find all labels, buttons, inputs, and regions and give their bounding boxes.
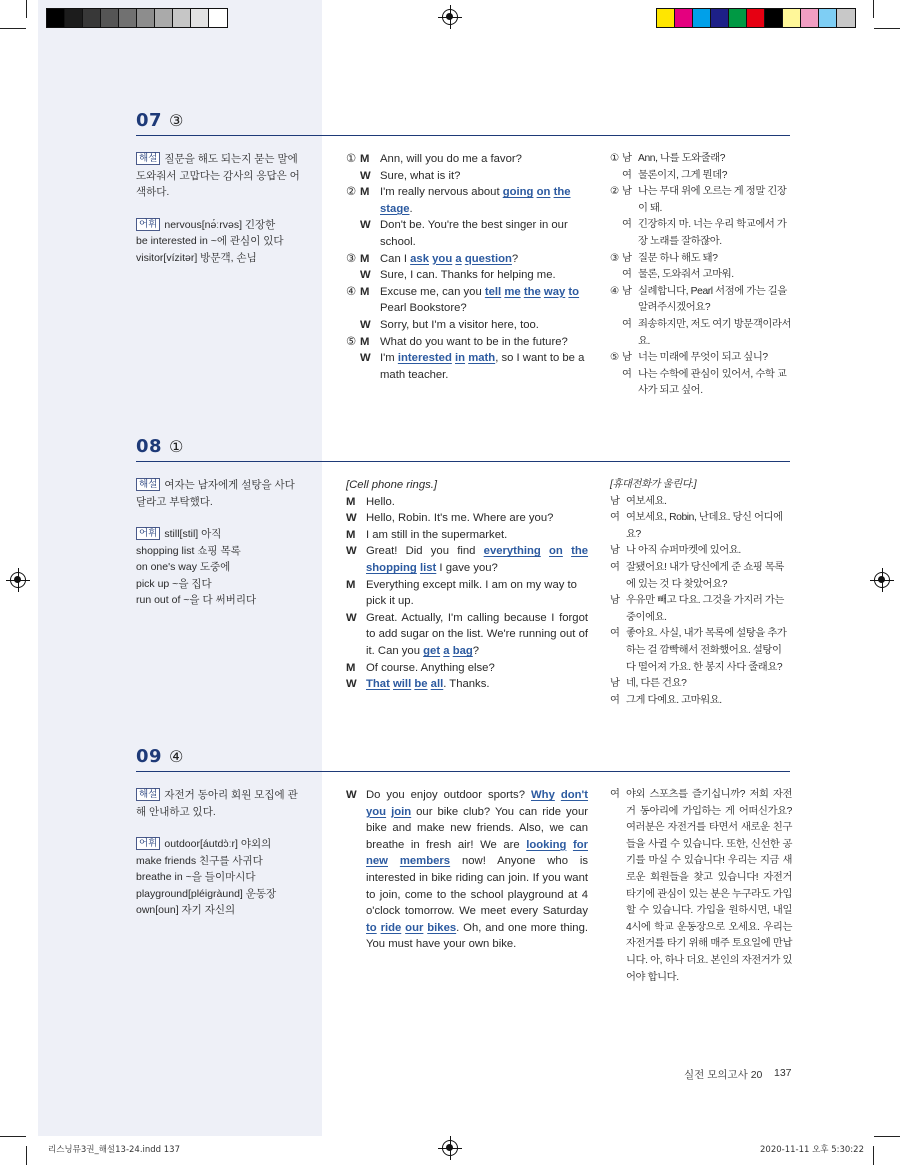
choice-number: ④ <box>346 285 357 298</box>
blank-answer: interested <box>397 352 452 365</box>
line-text: Sure, what is it? <box>380 169 461 182</box>
gray-swatch <box>191 9 209 27</box>
choice-number <box>610 367 622 400</box>
registration-line-right <box>882 568 883 592</box>
slug-file-name: 리스닝뮤3권_해설13-24.indd 137 <box>48 1145 181 1155</box>
color-swatch <box>837 9 855 27</box>
translation-line <box>610 626 792 676</box>
line-text: 그게 다예요. 고마워요. <box>626 694 722 706</box>
line-text: 여보세요, Robin, 난데요. 당신 어디에요? <box>626 512 783 540</box>
blank-answer: looking <box>526 838 567 851</box>
blank-answer: ride <box>380 921 402 934</box>
section-08-header <box>136 432 790 462</box>
speaker: W <box>360 219 371 232</box>
speaker: 여 <box>622 269 632 281</box>
blank-answer: ask <box>410 252 429 265</box>
crop-mark <box>0 1136 26 1137</box>
line-text: 나는 수학에 관심이 있어서, 수학 교사가 되고 싶어. <box>638 368 787 397</box>
section-07-translation <box>610 151 792 400</box>
speaker: 여 <box>622 219 632 231</box>
speaker: 남 <box>622 352 632 364</box>
gray-swatch <box>47 9 65 27</box>
crop-mark <box>873 0 874 18</box>
blank-answer: you <box>432 252 453 265</box>
line-text: Great. Actually, I'm calling because I forgot to add sugar on the list. We're running out of it. Can you get a bag? <box>366 611 588 657</box>
speaker: W <box>346 611 357 624</box>
line-text: 우유만 빼고 다요. 그것을 가지러 가는 중이에요. <box>626 595 784 623</box>
vocabulary <box>136 526 306 609</box>
translation-line <box>610 350 792 367</box>
choice-number: ④ <box>610 285 619 297</box>
explanation-badge: 해설 <box>136 152 160 165</box>
line-text: What do you want to be in the future? <box>380 335 568 348</box>
color-swatch <box>657 9 675 27</box>
line-text: Sure, I can. Thanks for helping me. <box>380 269 556 282</box>
choice-number <box>610 168 622 185</box>
translation-line <box>610 693 792 710</box>
choice-number <box>610 317 622 350</box>
blank-answer: get <box>423 644 441 657</box>
blank-answer: list <box>419 561 437 574</box>
script-line <box>346 527 588 544</box>
vocab-text: still[stil] 아직 <box>164 528 222 540</box>
blank-answer: on <box>549 545 563 558</box>
script-line <box>346 660 588 677</box>
explanation-text: 질문을 해도 되는지 묻는 말에 도와줘서 고맙다는 감사의 응답은 어색하다. <box>136 153 300 198</box>
section-08-notes <box>136 477 306 609</box>
speaker: 여 <box>610 694 620 706</box>
script-line <box>346 251 588 268</box>
speaker: M <box>346 661 356 674</box>
script-line <box>346 610 588 660</box>
speaker: M <box>360 335 370 348</box>
speaker: M <box>346 495 356 508</box>
speaker: 여 <box>610 512 620 524</box>
blank-answer: the <box>553 186 571 199</box>
speaker: 남 <box>622 252 632 264</box>
vocab-item: visitor[vízitər] 방문객, 손님 <box>136 251 257 264</box>
script-line <box>346 151 588 168</box>
speaker: M <box>360 186 370 199</box>
script-line <box>346 510 588 527</box>
gray-swatch <box>209 9 227 27</box>
stage-direction: [Cell phone rings.] <box>346 479 438 491</box>
choice-number: ② <box>610 186 619 198</box>
choice-number: ① <box>346 153 357 165</box>
color-swatch <box>729 9 747 27</box>
speaker: W <box>346 678 357 691</box>
choice-number: ① <box>610 153 619 164</box>
vocab-item: playground[pléigràund] 운동장 <box>136 887 277 900</box>
registration-line-bottom <box>450 1136 451 1160</box>
blank-answer: math <box>468 352 496 365</box>
blank-answer: shopping <box>366 561 417 574</box>
vocab-item: on one's way 도중에 <box>136 561 231 573</box>
speaker: 남 <box>622 186 632 198</box>
blank-answer: way <box>543 285 566 298</box>
vocab-item: be interested in ~에 관심이 있다 <box>136 235 284 247</box>
vocab-badge: 어휘 <box>136 218 160 231</box>
blank-answer: members <box>399 855 451 868</box>
translation-line <box>610 168 792 185</box>
line-text: 나 아직 슈퍼마켓에 있어요. <box>626 545 741 557</box>
line-text: I'm really nervous about going on the stage. <box>380 186 571 215</box>
blank-answer: to <box>568 285 580 298</box>
blank-answer: on <box>536 186 551 199</box>
line-text: Hello, Robin. It's me. Where are you? <box>366 512 554 525</box>
blank-answer: don't <box>560 789 589 801</box>
line-text: 네, 다른 건요? <box>626 678 687 690</box>
crop-mark <box>874 28 900 29</box>
blank-answer: the <box>523 285 541 298</box>
script-line <box>346 267 588 284</box>
translation-line <box>610 494 792 511</box>
speaker: 여 <box>622 169 632 181</box>
blank-answer: will <box>393 678 412 691</box>
question-number: 09 <box>136 746 163 767</box>
section-09-script <box>346 787 588 953</box>
line-text: Don't be. You're the best singer in our school. <box>380 219 568 248</box>
line-text: Ann, will you do me a favor? <box>380 153 522 165</box>
script-line <box>346 334 588 351</box>
line-text: 긴장하지 마. 너는 우리 학교에서 가장 노래를 잘하잖아. <box>638 219 787 247</box>
line-text: Of course. Anything else? <box>366 661 495 674</box>
explanation-badge: 해설 <box>136 788 160 801</box>
vocab-item <box>136 526 306 543</box>
line-text: 실례합니다, Pearl 서점에 가는 길을 알려주시겠어요? <box>638 285 787 314</box>
speaker: W <box>360 318 371 331</box>
slug-date: 2020-11-11 오후 5:30:22 <box>760 1145 864 1155</box>
choice-number <box>610 217 622 250</box>
script-line <box>346 184 588 217</box>
blank-answer: our <box>405 921 424 934</box>
line-text: That will be all. Thanks. <box>366 678 490 691</box>
gray-scale-bar <box>46 8 228 28</box>
speaker: M <box>360 153 370 165</box>
explanation-text: 여자는 남자에게 설탕을 사다 달라고 부탁했다. <box>136 479 295 508</box>
blank-answer: a <box>443 644 450 657</box>
blank-answer: bag <box>452 644 473 657</box>
color-swatch <box>747 9 765 27</box>
line-text: Sorry, but I'm a visitor here, too. <box>380 318 539 331</box>
section-07-notes <box>136 151 306 266</box>
vocab-badge: 어휘 <box>136 837 160 850</box>
question-number: 08 <box>136 436 163 457</box>
translation-line <box>610 284 792 317</box>
explanation <box>136 151 306 201</box>
crop-mark <box>0 28 26 29</box>
page-number: 137 <box>774 1067 792 1079</box>
choice-number: ⑤ <box>610 352 619 364</box>
line-text: 좋아요. 사실, 내가 목록에 설탕을 추가하는 걸 깜빡해서 전화했어요. 설탕이 다 떨어져 가요. 한 봉지 사다 줄래요? <box>626 628 787 673</box>
color-bar <box>656 8 856 28</box>
answer-choice: ③ <box>169 113 184 130</box>
vocab-item <box>136 217 306 234</box>
crop-mark <box>26 1146 27 1165</box>
translation-line <box>610 267 792 284</box>
translation-line <box>610 510 792 543</box>
vocab-item: breathe in ~을 들이마시다 <box>136 871 256 883</box>
line-text: 물론, 도와줘서 고마워. <box>638 269 734 281</box>
script-line <box>346 350 588 383</box>
line-text: 잘됐어요! 내가 당신에게 준 쇼핑 목록에 있는 것 다 찾았어요? <box>626 561 784 590</box>
stage-direction-translation: [휴대전화가 울린다.] <box>610 479 697 490</box>
section-07-header <box>136 106 790 136</box>
speaker: 여 <box>622 318 632 330</box>
color-swatch <box>675 9 693 27</box>
speaker: W <box>346 545 357 558</box>
translation-line <box>610 251 792 268</box>
speaker: W <box>346 512 357 525</box>
line-text: Hello. <box>366 495 395 508</box>
speaker: M <box>360 285 370 298</box>
vocab-item: run out of ~을 다 써버리다 <box>136 594 257 606</box>
translation-lines <box>610 494 792 710</box>
gray-swatch <box>65 9 83 27</box>
gray-swatch <box>119 9 137 27</box>
explanation-text: 자전거 동아리 회원 모집에 관해 안내하고 있다. <box>136 789 298 818</box>
speaker: M <box>360 252 370 265</box>
color-swatch <box>693 9 711 27</box>
blank-answer: to <box>366 921 377 934</box>
speaker: M <box>346 578 356 591</box>
line-text: I'm interested in math, so I want to be a math teacher. <box>380 352 585 381</box>
vocab-text: outdoor[áutdɔ̀ːr] 야외의 <box>164 838 272 850</box>
line-text: 여보세요. <box>626 495 667 507</box>
gray-swatch <box>137 9 155 27</box>
script-line <box>346 284 588 317</box>
line-text: Excuse me, can you tell me the way to Pearl Bookstore? <box>380 285 580 315</box>
crop-mark <box>873 1146 874 1165</box>
speaker: W <box>360 269 371 282</box>
blank-answer: for <box>572 838 588 851</box>
blank-answer: tell <box>484 285 502 298</box>
speaker: 남 <box>610 678 620 690</box>
script-line <box>346 317 588 334</box>
line-text: Can I ask you a question? <box>380 252 519 265</box>
speaker: M <box>346 528 356 541</box>
blank-answer: a <box>455 252 462 265</box>
translation-line <box>610 151 792 168</box>
footer-title: 실전 모의고사 20 <box>684 1069 763 1081</box>
speaker: 남 <box>622 153 632 164</box>
gray-swatch <box>83 9 101 27</box>
gray-swatch <box>155 9 173 27</box>
speaker: W <box>346 789 357 801</box>
blank-answer: the <box>571 545 589 558</box>
blank-answer: in <box>455 352 466 365</box>
gray-swatch <box>101 9 119 27</box>
choice-number <box>610 267 622 284</box>
blank-answer: you <box>366 805 387 818</box>
blank-answer: new <box>366 855 388 868</box>
speaker: 남 <box>610 595 620 607</box>
blank-answer: join <box>391 805 412 818</box>
translation-line <box>610 543 792 560</box>
color-swatch <box>711 9 729 27</box>
translation-line <box>610 217 792 250</box>
line-text: Do you enjoy outdoor sports? Why don't you join our bike club? You can ride your bike and make new friends. Also, we can breathe in fresh air! We are looking for new members now! Anyone who is interested in bike riding can join. If you want to join, come to the school playground at 4 o'clock tomorrow. We meet every Saturday to ride our bikes. Oh, and one more thing. You must have your own bike. <box>366 789 589 951</box>
speaker: 여 <box>622 368 632 380</box>
line-text: Ann, 나를 도와줄래? <box>638 153 726 164</box>
registration-line-top <box>450 5 451 29</box>
color-swatch <box>801 9 819 27</box>
script-line <box>346 676 588 693</box>
blank-answer: be <box>414 678 428 691</box>
answer-choice: ① <box>169 439 184 456</box>
blank-answer: That <box>366 678 390 691</box>
question-number: 07 <box>136 110 163 131</box>
translation-line <box>610 184 792 217</box>
crop-mark <box>26 0 27 18</box>
blank-answer: question <box>464 252 512 265</box>
line-text: Everything except milk. I am on my way to pick it up. <box>366 578 577 608</box>
vocabulary <box>136 836 306 919</box>
speaker: W <box>360 169 371 182</box>
section-09-header <box>136 742 790 772</box>
choice-number: ⑤ <box>346 335 357 348</box>
choice-number: ② <box>346 186 357 199</box>
section-08-translation <box>610 477 792 709</box>
crop-mark <box>874 1136 900 1137</box>
vocab-item <box>136 836 306 853</box>
speaker: 여 <box>610 561 620 573</box>
script-line <box>346 787 588 953</box>
section-08-script <box>346 477 588 693</box>
blank-answer: everything <box>483 545 541 558</box>
explanation <box>136 477 306 510</box>
vocab-item: own[oun] 자기 자신의 <box>136 904 236 916</box>
vocab-text: nervous[nə́ːrvəs] 긴장한 <box>164 218 276 231</box>
speaker: 남 <box>610 495 620 507</box>
blank-answer: me <box>504 285 521 298</box>
color-swatch <box>819 9 837 27</box>
line-text: 질문 하나 해도 돼? <box>638 252 718 264</box>
line-text: I am still in the supermarket. <box>366 528 508 541</box>
vocab-item: make friends 친구를 사귀다 <box>136 854 263 867</box>
script-line <box>346 494 588 511</box>
translation-line <box>610 676 792 693</box>
line-text: 너는 미래에 무엇이 되고 싶니? <box>638 352 768 364</box>
line-text: 죄송하지만, 저도 여기 방문객이라서요. <box>638 318 792 347</box>
vocab-item: pick up ~을 집다 <box>136 577 212 590</box>
speaker: W <box>360 352 371 365</box>
script-line <box>346 217 588 250</box>
speaker: 남 <box>610 545 620 557</box>
choice-number: ③ <box>346 252 357 265</box>
choice-number: ③ <box>610 252 619 264</box>
gray-swatch <box>173 9 191 27</box>
section-09-translation <box>610 787 792 986</box>
script-line <box>346 543 588 576</box>
translation-line <box>610 787 792 986</box>
explanation <box>136 787 306 820</box>
speaker: 여 <box>610 628 620 640</box>
line-text: Great! Did you find everything on the shopping list I gave you? <box>366 545 589 574</box>
translation-line <box>610 560 792 593</box>
color-swatch <box>765 9 783 27</box>
blank-answer: all <box>430 678 444 691</box>
script-line <box>346 577 588 610</box>
vocabulary <box>136 217 306 267</box>
speaker: 여 <box>610 789 620 800</box>
speaker: 남 <box>622 285 632 297</box>
translation-line <box>610 367 792 400</box>
vocab-badge: 어휘 <box>136 527 160 540</box>
explanation-badge: 해설 <box>136 478 160 491</box>
section-09-notes <box>136 787 306 919</box>
translation-line <box>610 593 792 626</box>
script-line <box>346 168 588 185</box>
registration-line-left <box>18 568 19 592</box>
blank-answer: Why <box>531 789 555 801</box>
blank-answer: going <box>502 186 534 199</box>
line-text: 물론이지, 그게 뭔데? <box>638 169 728 181</box>
answer-choice: ④ <box>169 749 184 766</box>
color-swatch <box>783 9 801 27</box>
line-text: 나는 무대 위에 오르는 게 정말 긴장이 돼. <box>638 186 787 214</box>
section-07-script <box>346 151 588 383</box>
blank-answer: stage <box>380 202 410 215</box>
translation-line <box>610 317 792 350</box>
vocab-item: shopping list 쇼핑 목록 <box>136 544 241 557</box>
blank-answer: bikes <box>427 921 457 934</box>
line-text: 야외 스포츠를 즐기십니까? 저희 자전거 동아리에 가입하는 게 어떠신가요? 여러분은 자전거를 타면서 새로운 친구들을 사귈 수 있습니다. 또한, 신선한 공기를 마실 수 있습니다! 우리는 지금 새로운 회원들을 찾고 있습니다! 자전거 타기에 관심이 있는 분은 누구라도 가입할 수 있습니다. 가입을 원하시면, 내일 4시에 학교 운동장으로 오세요. 우리는 자전거를 타기 위해 매주 토요일에 만납니다. 아, 하나 더요. 본인의 자전거가 있어야 합니다. <box>626 789 792 983</box>
